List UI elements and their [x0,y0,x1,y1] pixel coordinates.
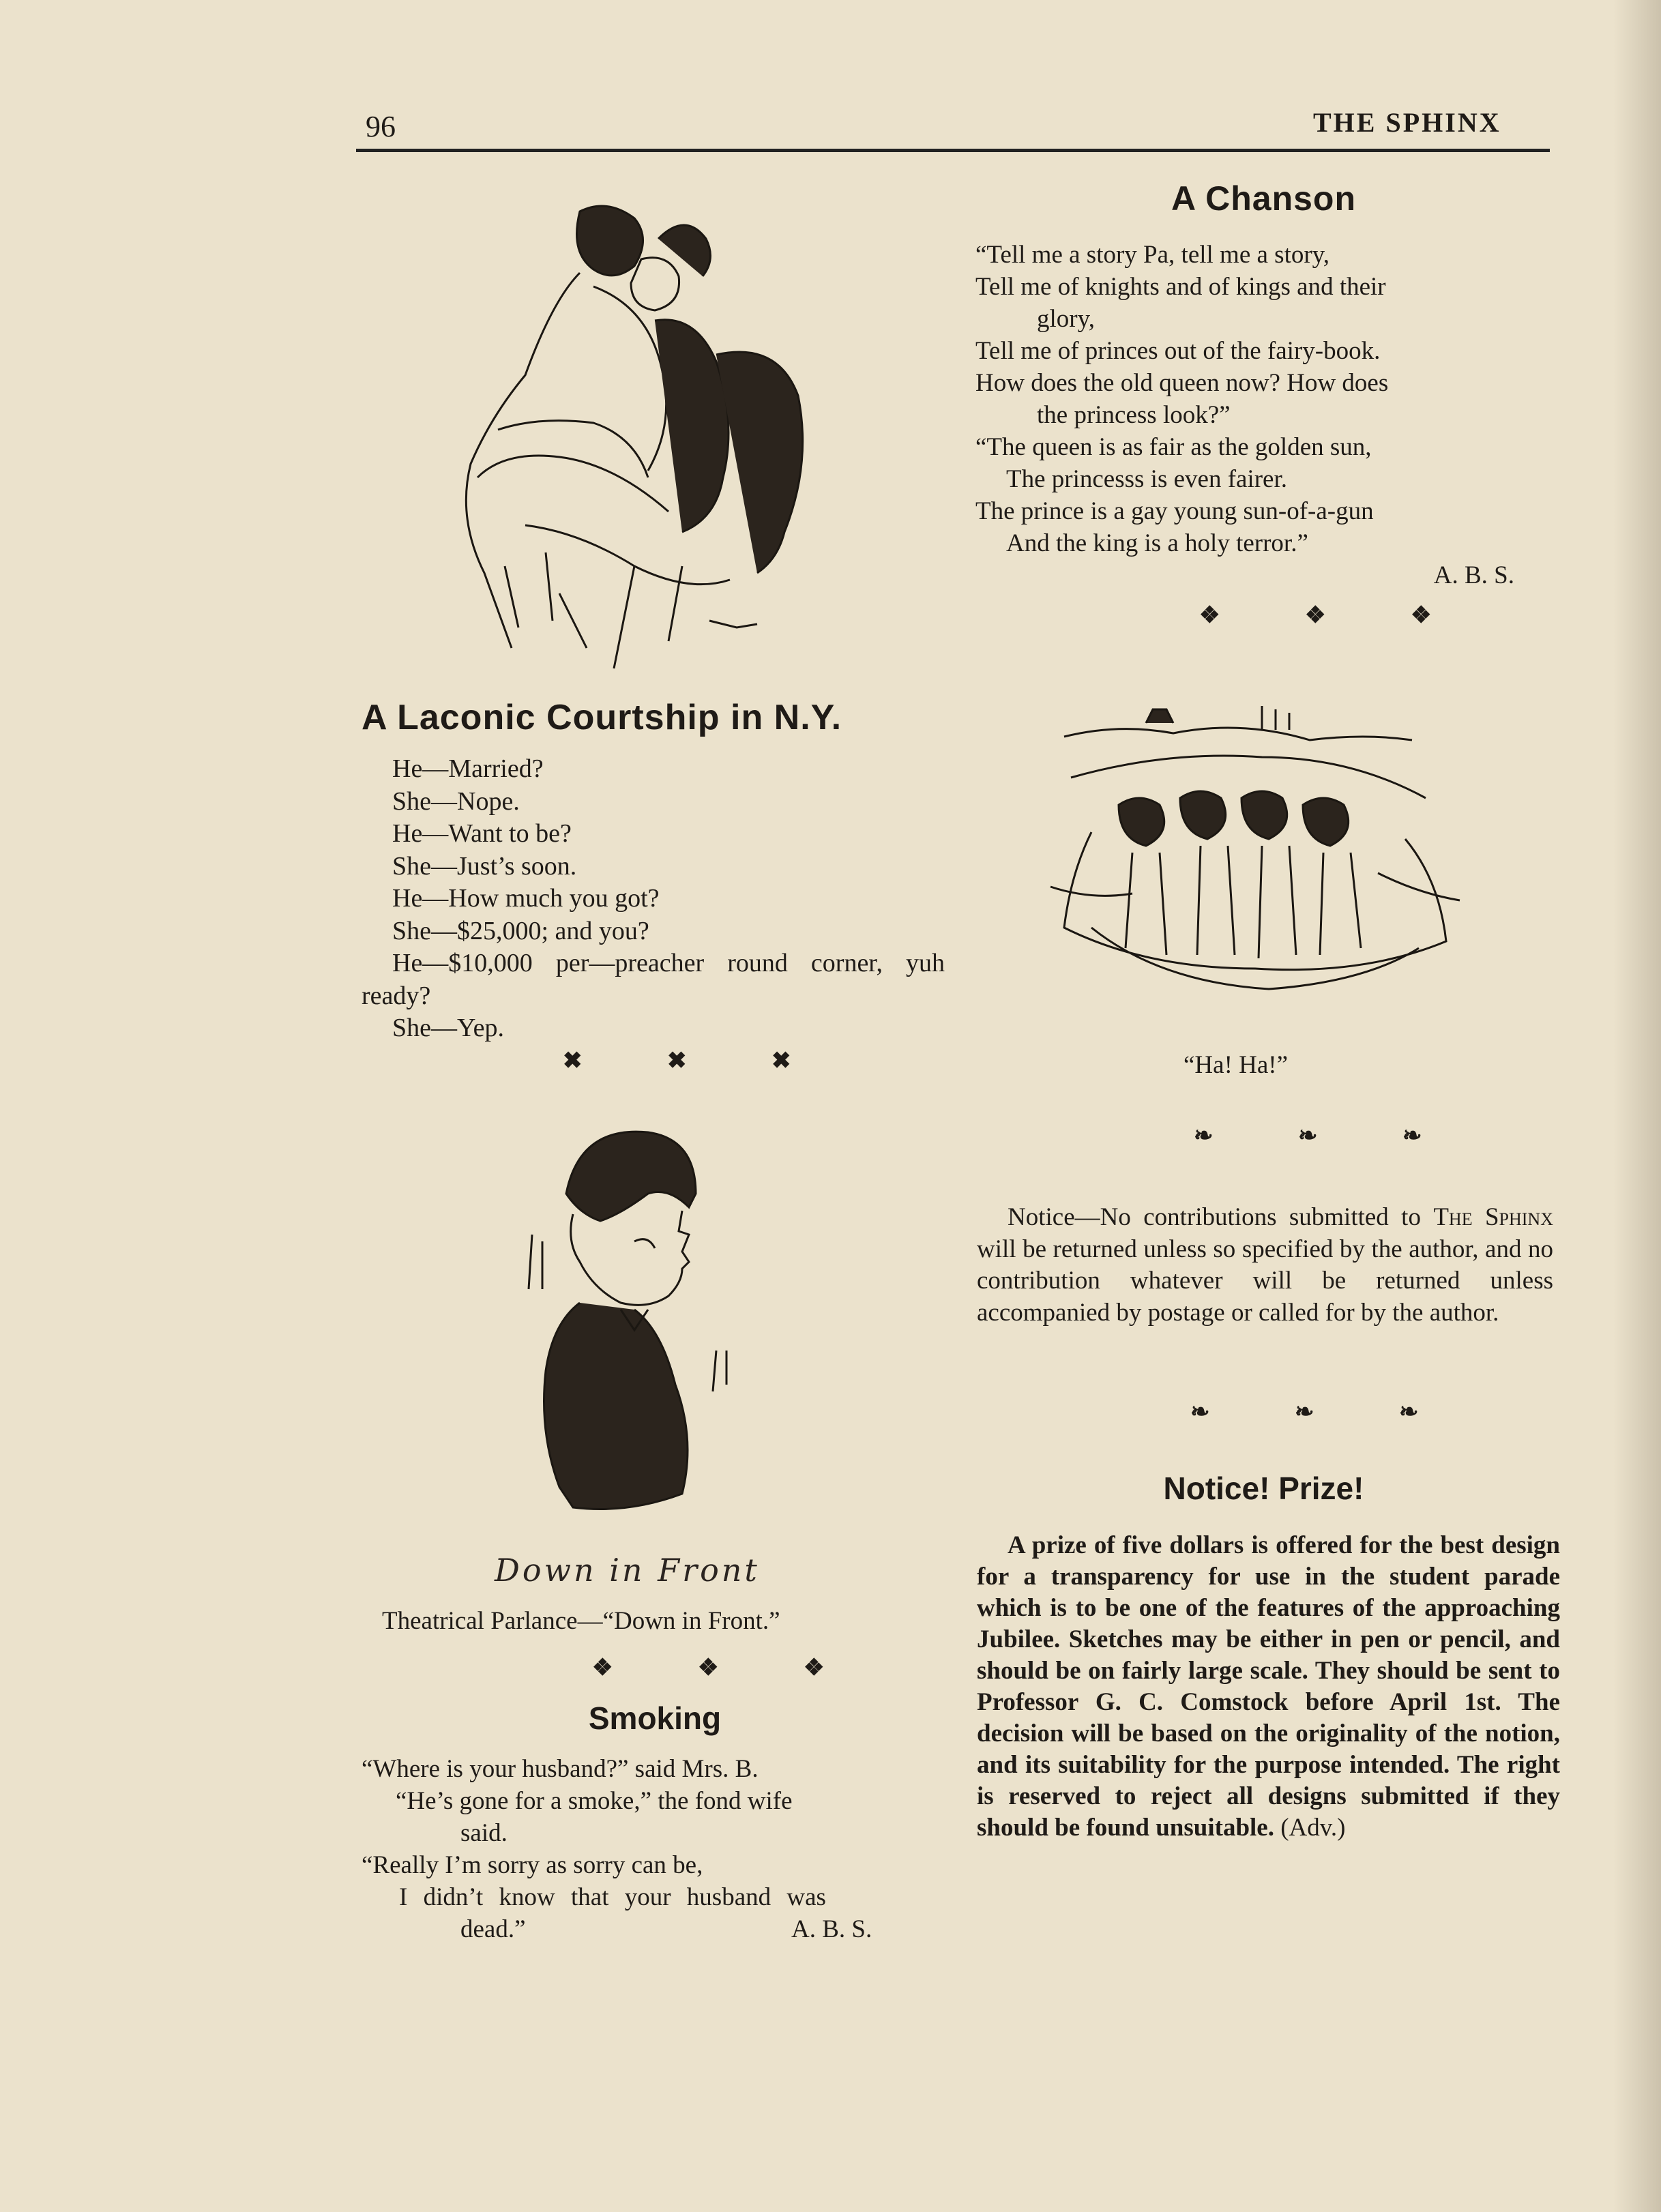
smoking-poem [362,1753,948,1945]
down-front-caption: Theatrical Parlance—“Down in Front.” [382,1607,780,1635]
poem-line-text: “He’s gone for a smoke,” the fond wife [396,1787,793,1815]
prize-adv: (Adv.) [1280,1814,1346,1842]
poem-line: Tell me of knights and of kings and their [975,273,1386,301]
prize-text: A prize of five dollars is offered for the best design for a transparency for use in the student parade which is to be one of the features of the approaching Jubilee. Sketches may be either in pen or pencil, and should be on fairly large scale. They should be sent to Professor G. C. Comstock before April 1st. The decision will be based on the originality of the notion, and its suitability for the purpose intended. The right is reserved to reject all designs submitted if they should be found unsuitable. [977,1531,1560,1842]
poem-line [362,1913,948,1945]
poem-line: “Where is your husband?” said Mrs. B. [362,1755,759,1783]
page-edge-shadow [1613,0,1661,2212]
ha-ha-caption: “Ha! Ha!” [1184,1051,1289,1079]
poem-line: Tell me of princes out of the fairy-book. [975,337,1381,365]
poem-line: glory, [1037,305,1095,333]
illustration-group-ha-ha [1050,696,1467,1009]
smoking-title: Smoking [588,1700,722,1736]
poem-line: said. [460,1819,508,1847]
chanson-title: A Chanson [1171,179,1357,218]
poem-line: The princesss is even fairer. [1006,465,1287,493]
notice-sphinx: The Sphinx [1433,1203,1553,1231]
poem-line: the princess look?” [1037,401,1231,429]
laconic-dialog [362,753,945,1045]
notice-text: Notice—No contributions submitted to [1008,1203,1434,1231]
dialog-line: She—Yep. [392,1014,505,1042]
illustration-man-profile [512,1125,757,1521]
dialog-line: He—$10,000 per—preacher round corner, yuh ready? [362,949,945,1010]
poem-line [362,1785,948,1817]
prize-body [977,1530,1560,1844]
ornament-divider: ❧ ❧ ❧ [1190,1400,1458,1425]
notice-text: will be returned unless so specified by the author, and no contribution whatever will be returned unless accompanied by postage or called for by the author. [977,1235,1553,1327]
poem-line: “Really I’m sorry as sorry can be, [362,1851,703,1879]
poem-line: And the king is a holy terror.” [1006,529,1308,557]
ornament-divider: ❖ ❖ ❖ [1199,603,1471,628]
smoking-signature: A. B. S. [791,1915,872,1943]
dialog-line: She—Nope. [392,786,520,816]
ornament-divider: ❧ ❧ ❧ [1194,1123,1462,1149]
poem-line: “Tell me a story Pa, tell me a story, [975,241,1330,269]
chanson-signature: A. B. S. [1433,561,1514,589]
poem-line: The prince is a gay young sun-of-a-gun [975,497,1374,525]
page-number: 96 [366,110,396,143]
dialog-line: He—Married? [392,754,544,783]
running-title: THE SPHINX [1313,107,1501,138]
chanson-poem [975,239,1552,591]
dialog-line: He—How much you got? [392,884,660,913]
poem-line-text: dead.” [460,1915,526,1943]
illustration-couple [423,184,859,682]
poem-line: “The queen is as fair as the golden sun, [975,433,1372,461]
dialog-line: He—Want to be? [392,819,572,848]
poem-line: How does the old queen now? How does [975,369,1389,397]
laconic-title: A Laconic Courtship in N.Y. [362,698,842,737]
header-rule [356,149,1550,152]
ornament-divider: ✖ ✖ ✖ [563,1048,831,1074]
dialog-line: She—$25,000; and you? [392,916,649,945]
handwritten-caption: Down in Front [495,1552,760,1589]
dialog-line: She—Just’s soon. [392,851,577,881]
notice-contributions [977,1202,1553,1329]
poem-line: I didn’t know that your husband was [399,1883,826,1911]
ornament-divider: ❖ ❖ ❖ [592,1655,864,1681]
prize-title: Notice! Prize! [1163,1471,1364,1506]
